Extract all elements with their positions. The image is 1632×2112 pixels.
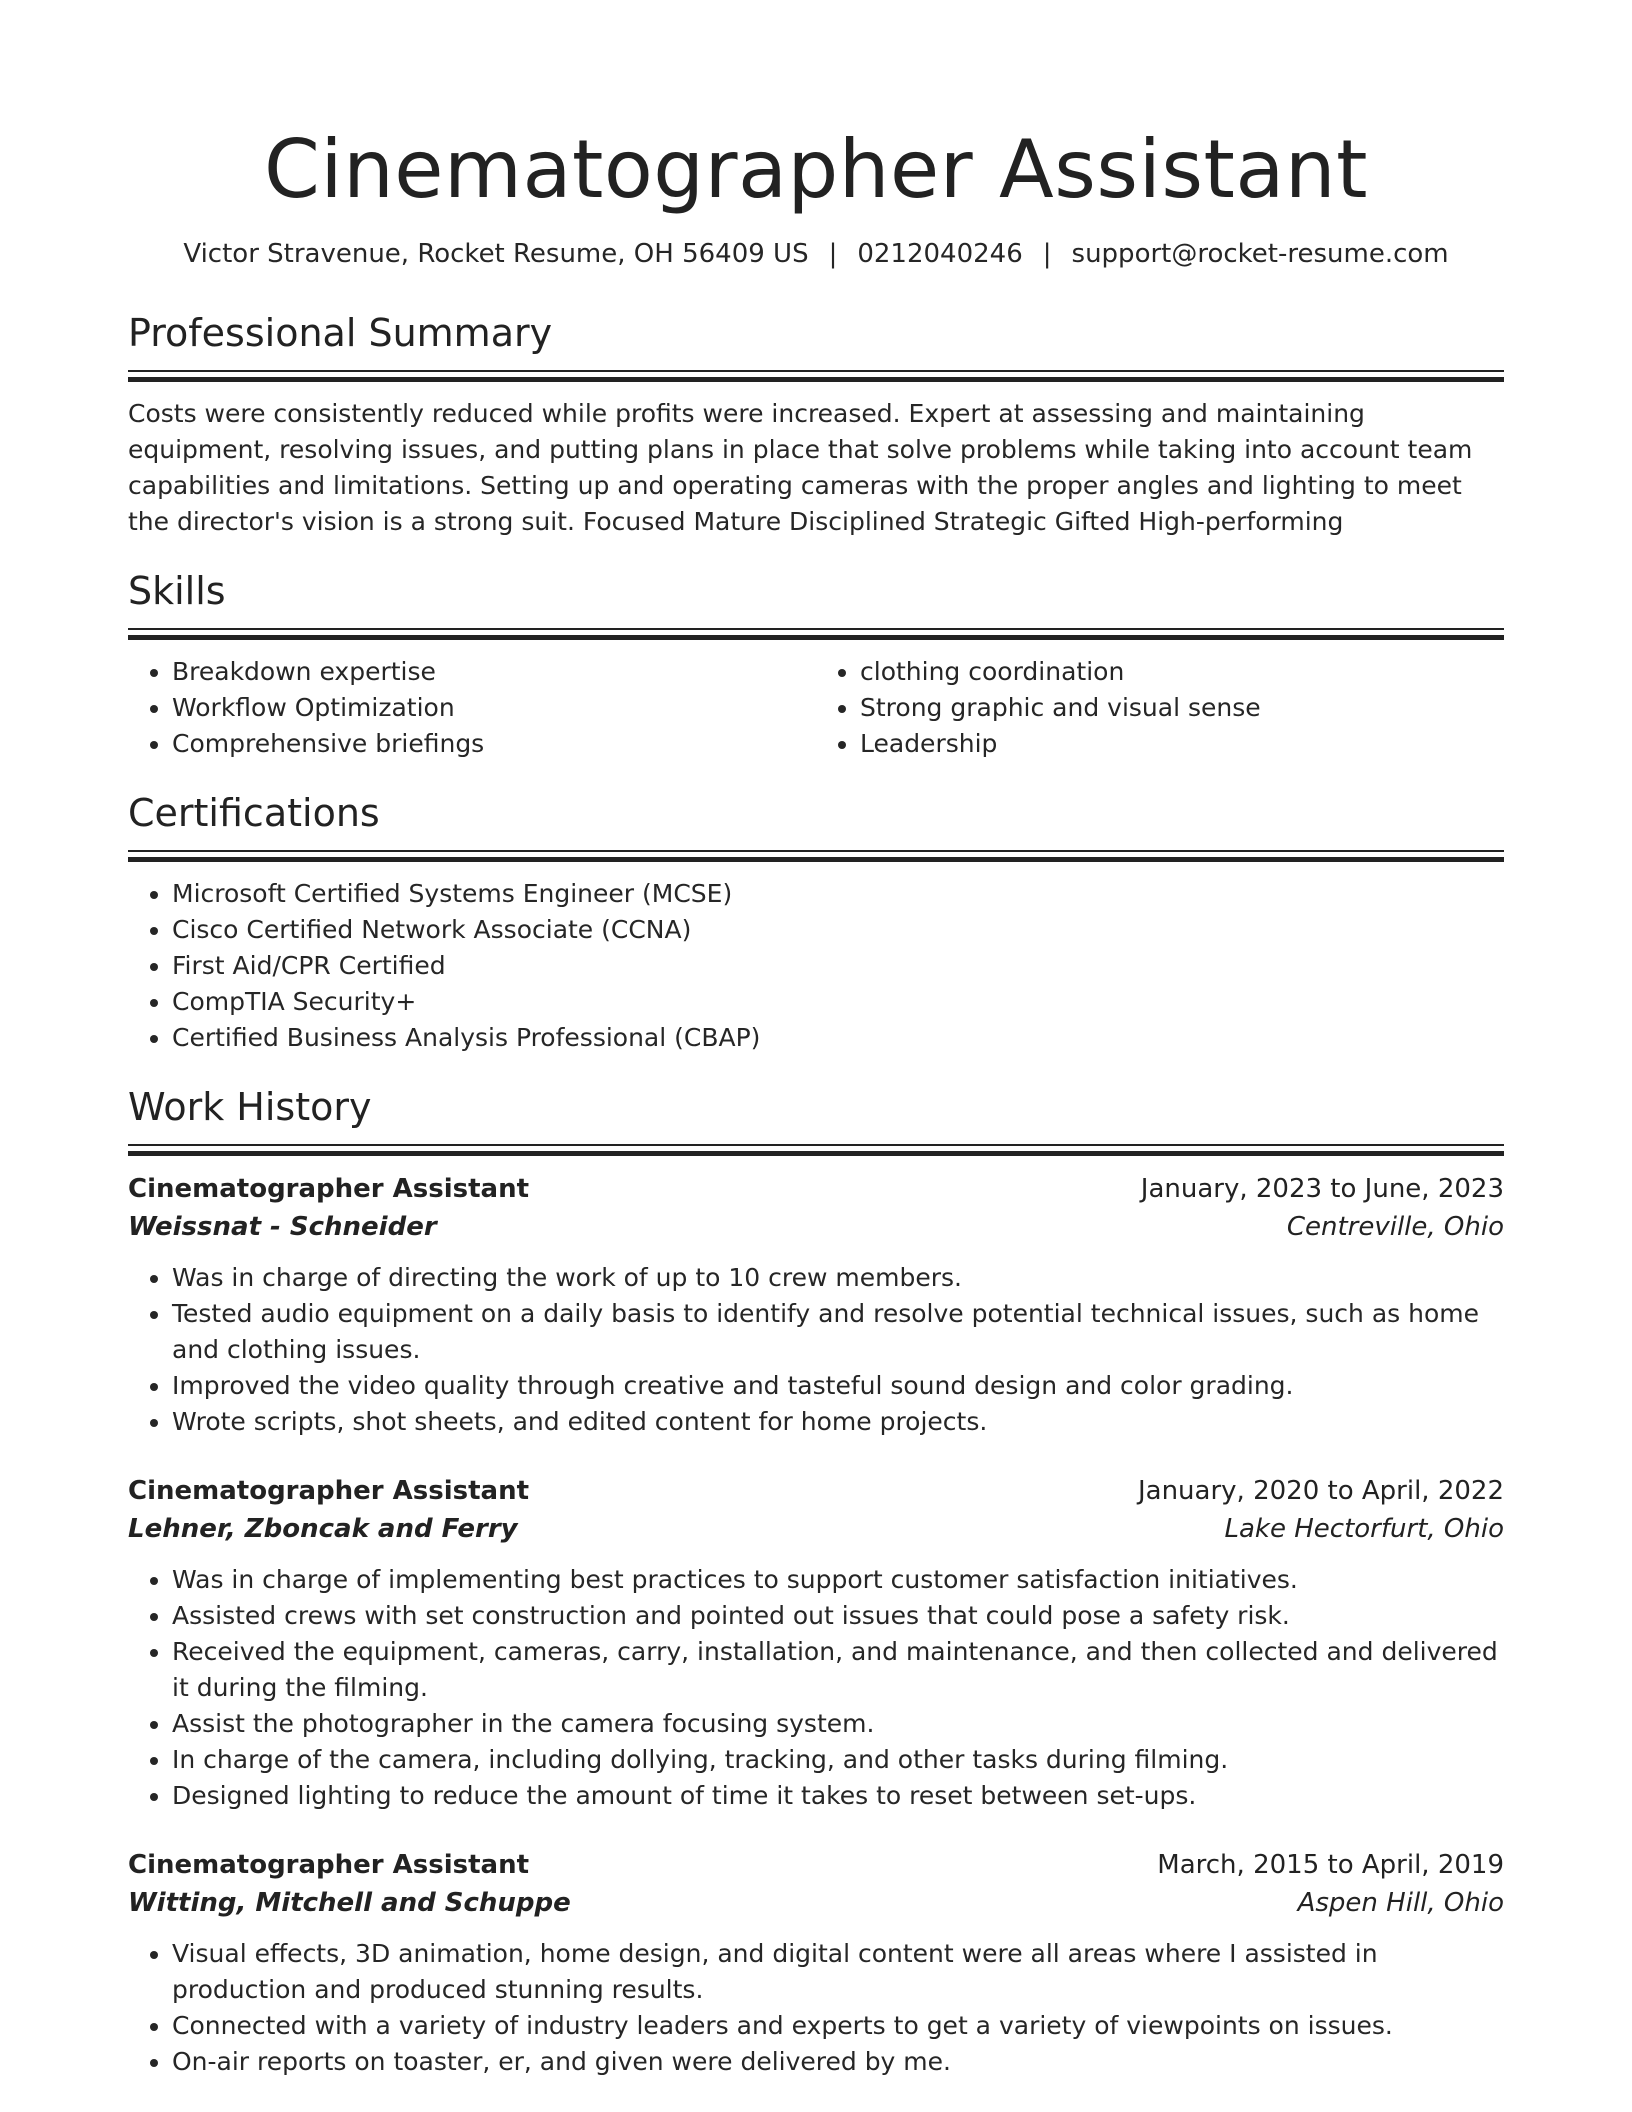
job-bullets: [128, 1562, 1504, 1814]
section-divider: [128, 1144, 1504, 1156]
section-divider: [128, 370, 1504, 382]
job-bullet: • Was in charge of directing the work of up to 10 crew members.: [172, 1260, 1504, 1296]
summary-text: Costs were consistently reduced while profits were increased. Expert at assessing and maintaining equipment, resolving issues, and putting plans in place that solve problems while taking into account team capabilities and limitations. Setting up and operating cameras with the proper angles and lighting to meet the director's vision is a strong suit. Focused Mature Disciplined Strategic Gifted High-performing: [128, 399, 1473, 536]
section-title-summary: Professional Summary: [128, 311, 553, 355]
certifications-list: [128, 876, 1504, 1056]
job-bullet: • Wrote scripts, shot sheets, and edited content for home projects.: [172, 1404, 1504, 1440]
job-company: Witting, Mitchell and Schuppe: [128, 1888, 571, 1918]
job-header-row: [128, 1472, 1504, 1510]
certification-item: • First Aid/CPR Certified: [172, 948, 1504, 984]
contact-separator: |: [828, 239, 838, 269]
contact-line: [128, 236, 1504, 272]
job-company: Lehner, Zboncak and Ferry: [128, 1514, 518, 1544]
job-header-row: [128, 1846, 1504, 1884]
job-title: Cinematographer Assistant: [128, 1174, 530, 1204]
job-company-row: [128, 1208, 1504, 1246]
contact-email: support@rocket-resume.com: [1071, 239, 1449, 269]
job-bullet: • Tested audio equipment on a daily basis to identify and resolve potential technical issues, such as home and clothing issues.: [172, 1296, 1504, 1368]
section-divider: [128, 628, 1504, 640]
job-bullet: • Assist the photographer in the camera focusing system.: [172, 1706, 1504, 1742]
skill-item: • clothing coordination: [860, 654, 1504, 690]
job-bullet: • Improved the video quality through creative and tasteful sound design and color grading.: [172, 1368, 1504, 1404]
work-history-section: [128, 1074, 1504, 2080]
resume-name: Cinematographer Assistant: [264, 123, 1368, 216]
job-company-row: [128, 1884, 1504, 1922]
skill-item: • Comprehensive briefings: [172, 726, 816, 762]
certification-item: • CompTIA Security+: [172, 984, 1504, 1020]
job-location: Centreville, Ohio: [1286, 1212, 1504, 1242]
job-bullet: • On-air reports on toaster, er, and given were delivered by me.: [172, 2044, 1504, 2080]
job-entry: [128, 1846, 1504, 2080]
skill-item: • Breakdown expertise: [172, 654, 816, 690]
certification-item: • Certified Business Analysis Professional (CBAP): [172, 1020, 1504, 1056]
job-bullet: • Visual effects, 3D animation, home design, and digital content were all areas where I assisted in production and produced stunning results.: [172, 1936, 1504, 2008]
job-bullet: • Connected with a variety of industry leaders and experts to get a variety of viewpoints on issues.: [172, 2008, 1504, 2044]
job-location: Lake Hectorfurt, Ohio: [1224, 1514, 1504, 1544]
job-header-row: [128, 1170, 1504, 1208]
section-title-work-history: Work History: [128, 1085, 372, 1129]
summary-section: [128, 300, 1504, 540]
section-title-skills: Skills: [128, 569, 226, 613]
job-bullet: • Was in charge of implementing best practices to support customer satisfaction initiatives.: [172, 1562, 1504, 1598]
job-bullet: • Designed lighting to reduce the amount of time it takes to reset between set-ups.: [172, 1778, 1504, 1814]
skills-list-left: [128, 654, 816, 762]
skills-section: [128, 558, 1504, 762]
contact-separator: |: [1042, 239, 1052, 269]
job-dates: January, 2020 to April, 2022: [1137, 1476, 1504, 1506]
job-dates: January, 2023 to June, 2023: [1140, 1174, 1504, 1204]
skills-columns: [128, 640, 1504, 762]
job-bullet: • Received the equipment, cameras, carry, installation, and maintenance, and then collected and delivered it during the filming.: [172, 1634, 1504, 1706]
certifications-section: [128, 780, 1504, 1056]
certification-item: • Cisco Certified Network Associate (CCNA): [172, 912, 1504, 948]
job-dates: March, 2015 to April, 2019: [1157, 1850, 1504, 1880]
job-location: Aspen Hill, Ohio: [1297, 1888, 1504, 1918]
job-company-row: [128, 1510, 1504, 1548]
job-title: Cinematographer Assistant: [128, 1476, 530, 1506]
job-company: Weissnat - Schneider: [128, 1212, 437, 1242]
job-entry: [128, 1472, 1504, 1814]
job-bullet: • Assisted crews with set construction and pointed out issues that could pose a safety risk.: [172, 1598, 1504, 1634]
contact-address: Victor Stravenue, Rocket Resume, OH 56409 US: [183, 239, 809, 269]
skill-item: • Workflow Optimization: [172, 690, 816, 726]
contact-phone: 0212040246: [857, 239, 1023, 269]
section-divider: [128, 850, 1504, 862]
skill-item: • Leadership: [860, 726, 1504, 762]
job-bullets: [128, 1936, 1504, 2080]
skill-item: • Strong graphic and visual sense: [860, 690, 1504, 726]
skills-list-right: [816, 654, 1504, 762]
job-entry: [128, 1170, 1504, 1440]
job-bullets: [128, 1260, 1504, 1440]
section-title-certifications: Certifications: [128, 791, 380, 835]
job-title: Cinematographer Assistant: [128, 1850, 530, 1880]
certification-item: • Microsoft Certified Systems Engineer (MCSE): [172, 876, 1504, 912]
job-bullet: • In charge of the camera, including dollying, tracking, and other tasks during filming.: [172, 1742, 1504, 1778]
